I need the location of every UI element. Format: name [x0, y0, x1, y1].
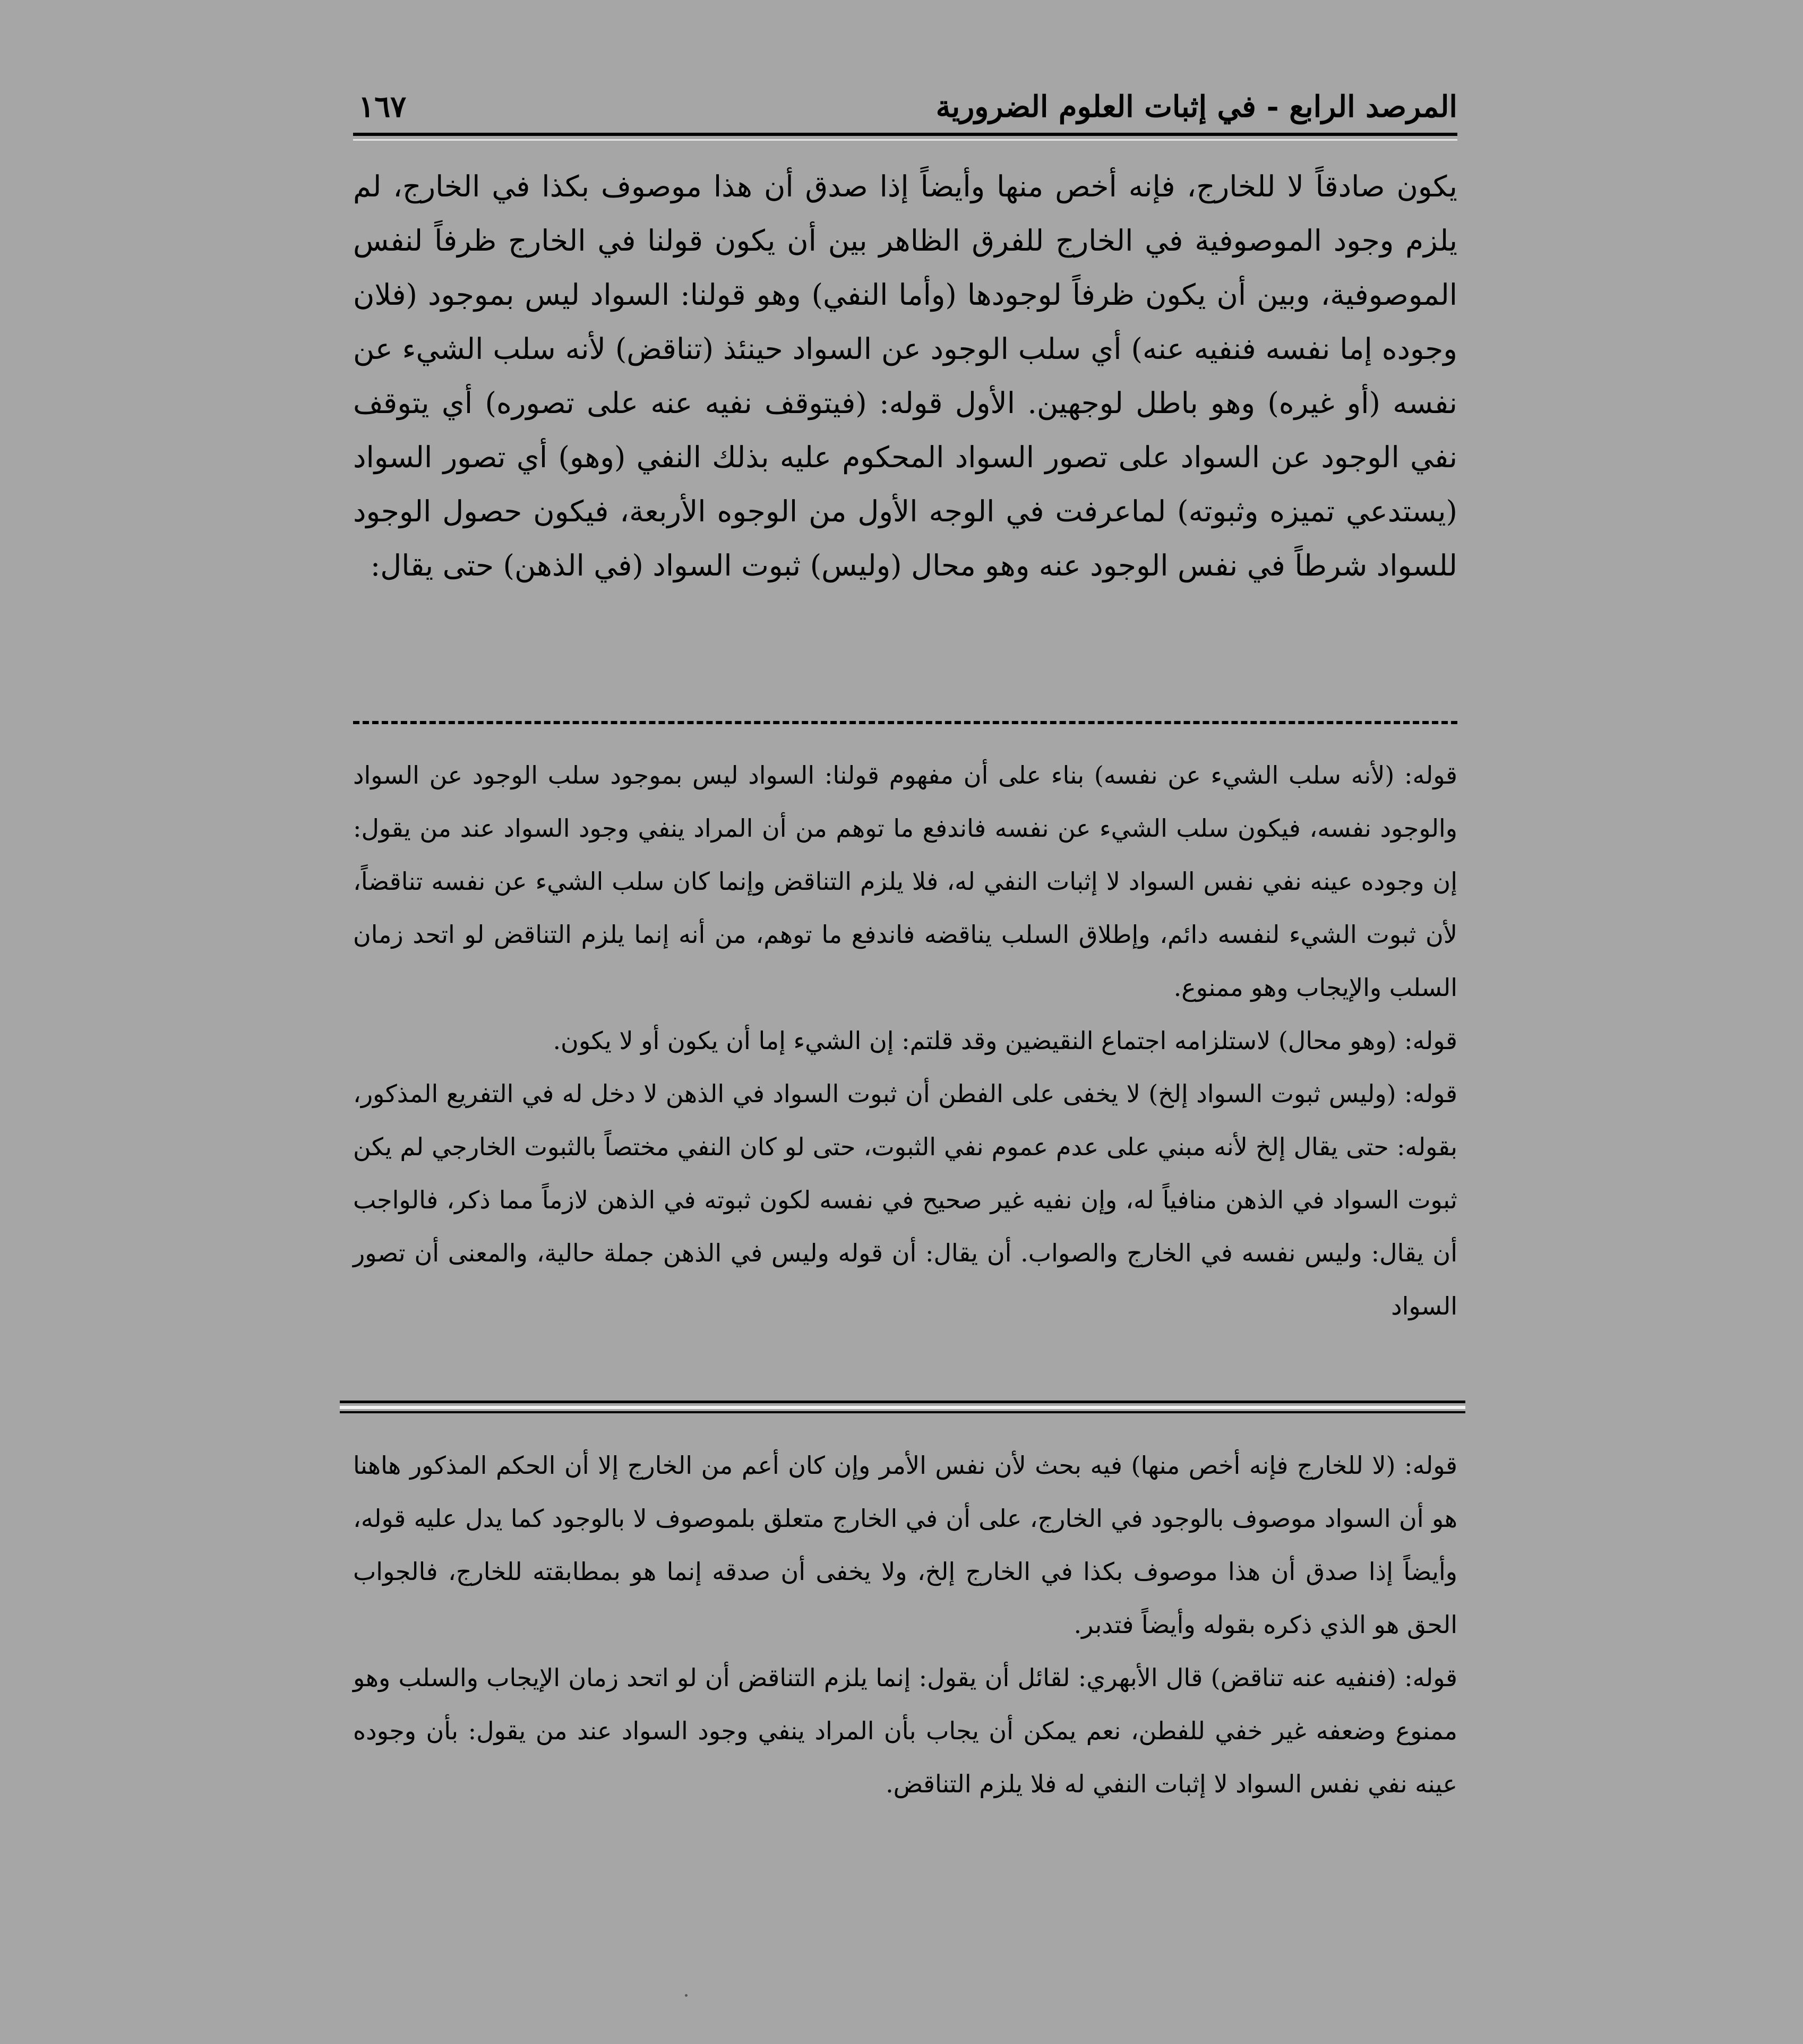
header-rule-shadow — [353, 139, 1457, 141]
page-header — [353, 80, 1457, 141]
commentary-top — [353, 749, 1457, 1333]
commentary-paragraph: قوله: (فنفيه عنه تناقض) قال الأبهري: لقائل أن يقول: إنما يلزم التناقض أن لو اتحد زمان الإيجاب والسلب وهو ممنوع وضعفه غير خفي للفطن، نعم يمكن أن يجاب بأن المراد ينفي وجود السواد عند من يقول: بأن وجوده عينه نفي نفس السواد لا إثبات النفي له فلا يلزم التناقض. — [353, 1663, 1457, 1798]
running-title: المرصد الرابع - في إثبات العلوم الضرورية — [935, 89, 1457, 124]
header-rule — [353, 133, 1457, 136]
commentary-bottom — [353, 1439, 1457, 1810]
page-number: ١٦٧ — [358, 89, 407, 124]
commentary-paragraph: قوله: (وهو محال) لاستلزامه اجتماع النقيضين وقد قلتم: إن الشيء إما أن يكون أو لا يكون. — [553, 1026, 1457, 1055]
commentary-paragraph: قوله: (لا للخارج فإنه أخص منها) فيه بحث لأن نفس الأمر وإن كان أعم من الخارج إلا أن الحكم المذكور هاهنا هو أن السواد موصوف بالوجود في الخارج، على أن في الخارج متعلق بلموصوف لا بالوجود كما يدل عليه قوله، وأيضاً إذا صدق أن هذا موصوف بكذا في الخارج إلخ، ولا يخفى أن صدقه إنما هو بمطابقته للخارج، فالجواب الحق هو الذي ذكره بقوله وأيضاً فتدبر. — [353, 1451, 1457, 1639]
commentary-paragraph: قوله: (لأنه سلب الشيء عن نفسه) بناء على أن مفهوم قولنا: السواد ليس بموجود سلب الوجود عن السواد والوجود نفسه، فيكون سلب الشيء عن نفسه فاندفع ما توهم من أن المراد ينفي وجود السواد عند من يقول: إن وجوده عينه نفي نفس السواد لا إثبات النفي له، فلا يلزم التناقض وإنما كان سلب الشيء عن نفسه تناقضاً، لأن ثبوت الشيء لنفسه دائم، وإطلاق السلب يناقضه فاندفع ما توهم، من أنه إنما يلزم التناقض لو اتحد زمان السلب والإيجاب وهو ممنوع. — [353, 761, 1457, 1002]
main-text: يكون صادقاً لا للخارج، فإنه أخص منها وأيضاً إذا صدق أن هذا موصوف بكذا في الخارج، لم يلزم وجود الموصوفية في الخارج للفرق الظاهر بين أن يكون قولنا في الخارج ظرفاً لنفس الموصوفية، وبين أن يكون ظرفاً لوجودها (وأما النفي) وهو قولنا: السواد ليس بموجود (فلان وجوده إما نفسه فنفيه عنه) أي سلب الوجود عن السواد حينئذ (تناقض) لأنه سلب الشيء عن نفسه (أو غيره) وهو باطل لوجهين. الأول قوله: (فيتوقف نفيه عنه على تصوره) أي يتوقف نفي الوجود عن السواد على تصور السواد المحكوم عليه بذلك النفي (وهو) أي تصور السواد (يستدعي تميزه وثبوته) لماعرفت في الوجه الأول من الوجوه الأربعة، فيكون حصول الوجود للسواد شرطاً في نفس الوجود عنه وهو محال (وليس) ثبوت السواد (في الذهن) حتى يقال: — [353, 169, 1457, 582]
scan-speck — [685, 1994, 688, 1997]
dashed-separator — [353, 721, 1457, 724]
double-separator — [340, 1401, 1465, 1410]
commentary-paragraph: قوله: (وليس ثبوت السواد إلخ) لا يخفى على الفطن أن ثبوت السواد في الذهن لا دخل له في التفريع المذكور، بقوله: حتى يقال إلخ لأنه مبني على عدم عموم نفي الثبوت، حتى لو كان النفي مختصاً بالثبوت الخارجي لم يكن ثبوت السواد في الذهن منافياً له، وإن نفيه غير صحيح في نفسه لكون ثبوته في الذهن لازماً مما ذكر، فالواجب أن يقال: وليس نفسه في الخارج والصواب. أن يقال: أن قوله وليس في الذهن جملة حالية، والمعنى أن تصور السواد — [353, 1079, 1457, 1320]
